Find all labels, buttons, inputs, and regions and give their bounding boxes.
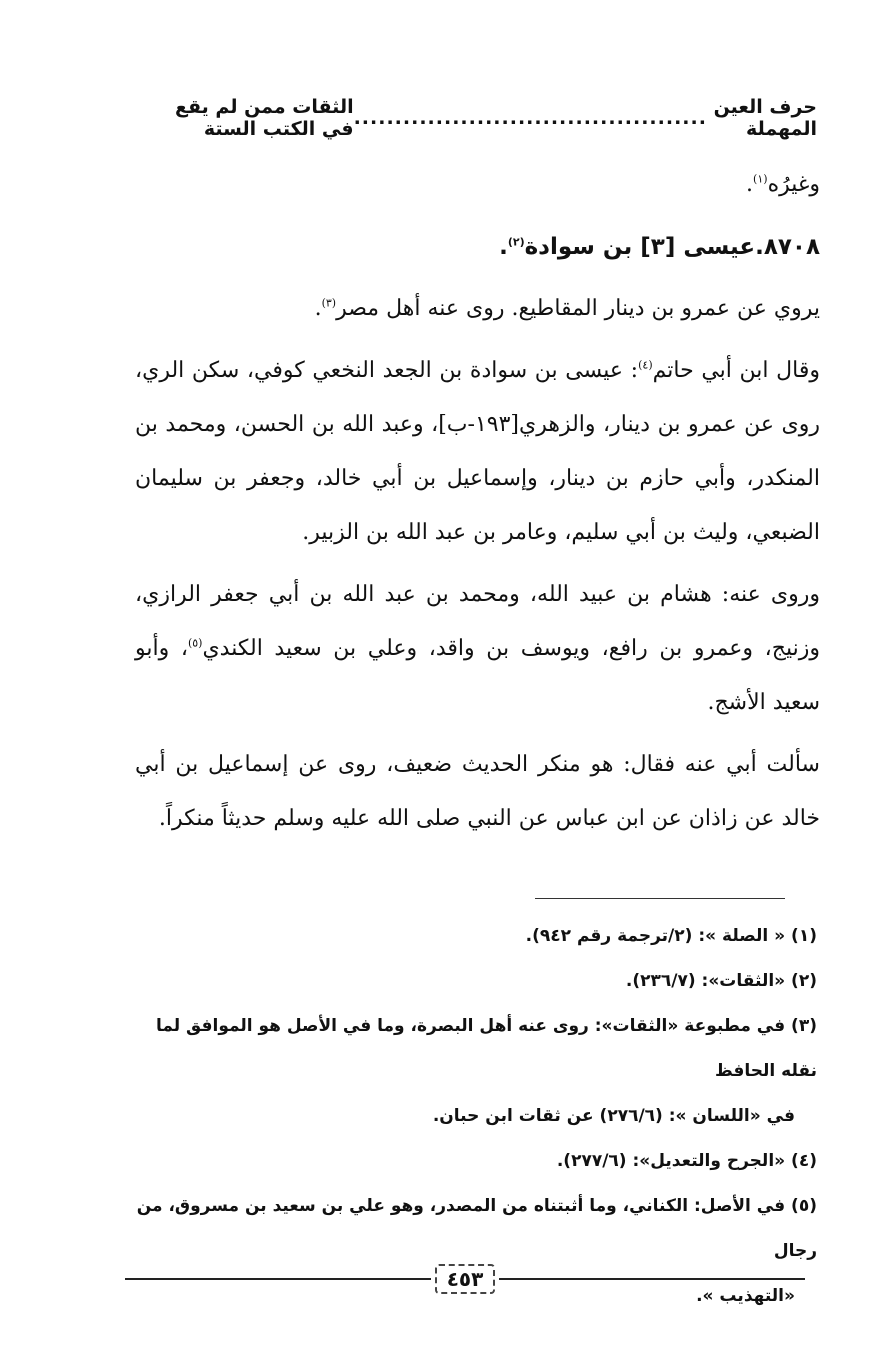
footer-rule-right: [499, 1278, 805, 1280]
footnote-1: (١) « الصلة »: (٢/ترجمة رقم ٩٤٢).: [525, 926, 817, 946]
main-text: [135, 158, 820, 846]
footnote-ref: (١): [753, 172, 768, 186]
header-book-title: الثقات ممن لم يقع في الكتب الستة: [175, 96, 354, 140]
footnote-ref: (٣): [321, 296, 337, 310]
running-header: [150, 96, 817, 140]
footnote-divider: [535, 898, 785, 899]
footnote-ref: (٥): [187, 636, 203, 650]
footer-rule-left: [125, 1278, 431, 1280]
page-number: ٤٥٣: [435, 1264, 496, 1294]
footnote-3-continued: في «اللسان »: (٢٧٦/٦) عن ثقات ابن حبان.: [432, 1106, 795, 1126]
paragraph-narrators: وروى عنه: هشام بن عبيد الله، ومحمد بن عبد الله بن أبي جعفر الرازي، وزنيج، وعمرو بن رافع، ويوسف بن واقد، وعلي بن سعيد الكندي$^{(٥)}$، وأبو سعيد الأشج.: [135, 582, 820, 715]
footnotes: [135, 914, 817, 1319]
page-footer: [125, 1262, 805, 1296]
paragraph-ibn-abi-hatim: وقال ابن أبي حاتم$^{(٤)}$: عيسى بن سوادة بن الجعد النخعي كوفي، سكن الري، روى عن عمرو بن دينار، والزهري[١٩٣-ب]، وعبد الله بن الحسن، ومحمد بن المنكدر، وأبي حازم بن دينار، وإسماعيل بن أبي خالد، وجعفر بن سليمان الضبعي، وليث بن أبي سليم، وعامر بن عبد الله بن الزبير.: [135, 358, 821, 545]
footnote-ref: (٤): [638, 358, 653, 372]
footnote-4: (٤) «الجرح والتعديل»: (٢٧٧/٦).: [556, 1151, 817, 1171]
header-dot-leader: ...........................................: [353, 107, 707, 129]
entry-heading: ٨٧٠٨.عيسى [٣] بن سوادة$^{(٢)}$.: [499, 234, 820, 260]
paragraph-continuation: وغيرُه$^{(١)}$.: [746, 172, 820, 197]
footnote-5-continued: «التهذيب ».: [696, 1286, 795, 1306]
footnote-5: (٥) في الأصل: الكناني، وما أثبتناه من المصدر، وهو علي بن سعيد بن مسروق، من رجال: [136, 1196, 817, 1261]
paragraph-narration: يروي عن عمرو بن دينار المقاطيع. روى عنه أهل مصر$^{(٣)}$.: [314, 296, 820, 321]
header-section-title: حرف العين المهملة: [713, 96, 817, 140]
paragraph-verdict: سألت أبي عنه فقال: هو منكر الحديث ضعيف، روى عن إسماعيل بن أبي خالد عن زاذان عن ابن عباس عن النبي صلى الله عليه وسلم حديثاً منكراً.: [135, 752, 820, 831]
footnote-2: (٢) «الثقات»: (٢٣٦/٧).: [625, 971, 817, 991]
footnote-ref: (٢): [507, 235, 525, 249]
footnote-3: (٣) في مطبوعة «الثقات»: روى عنه أهل البصرة، وما في الأصل هو الموافق لما نقله الحافظ: [155, 1016, 817, 1081]
